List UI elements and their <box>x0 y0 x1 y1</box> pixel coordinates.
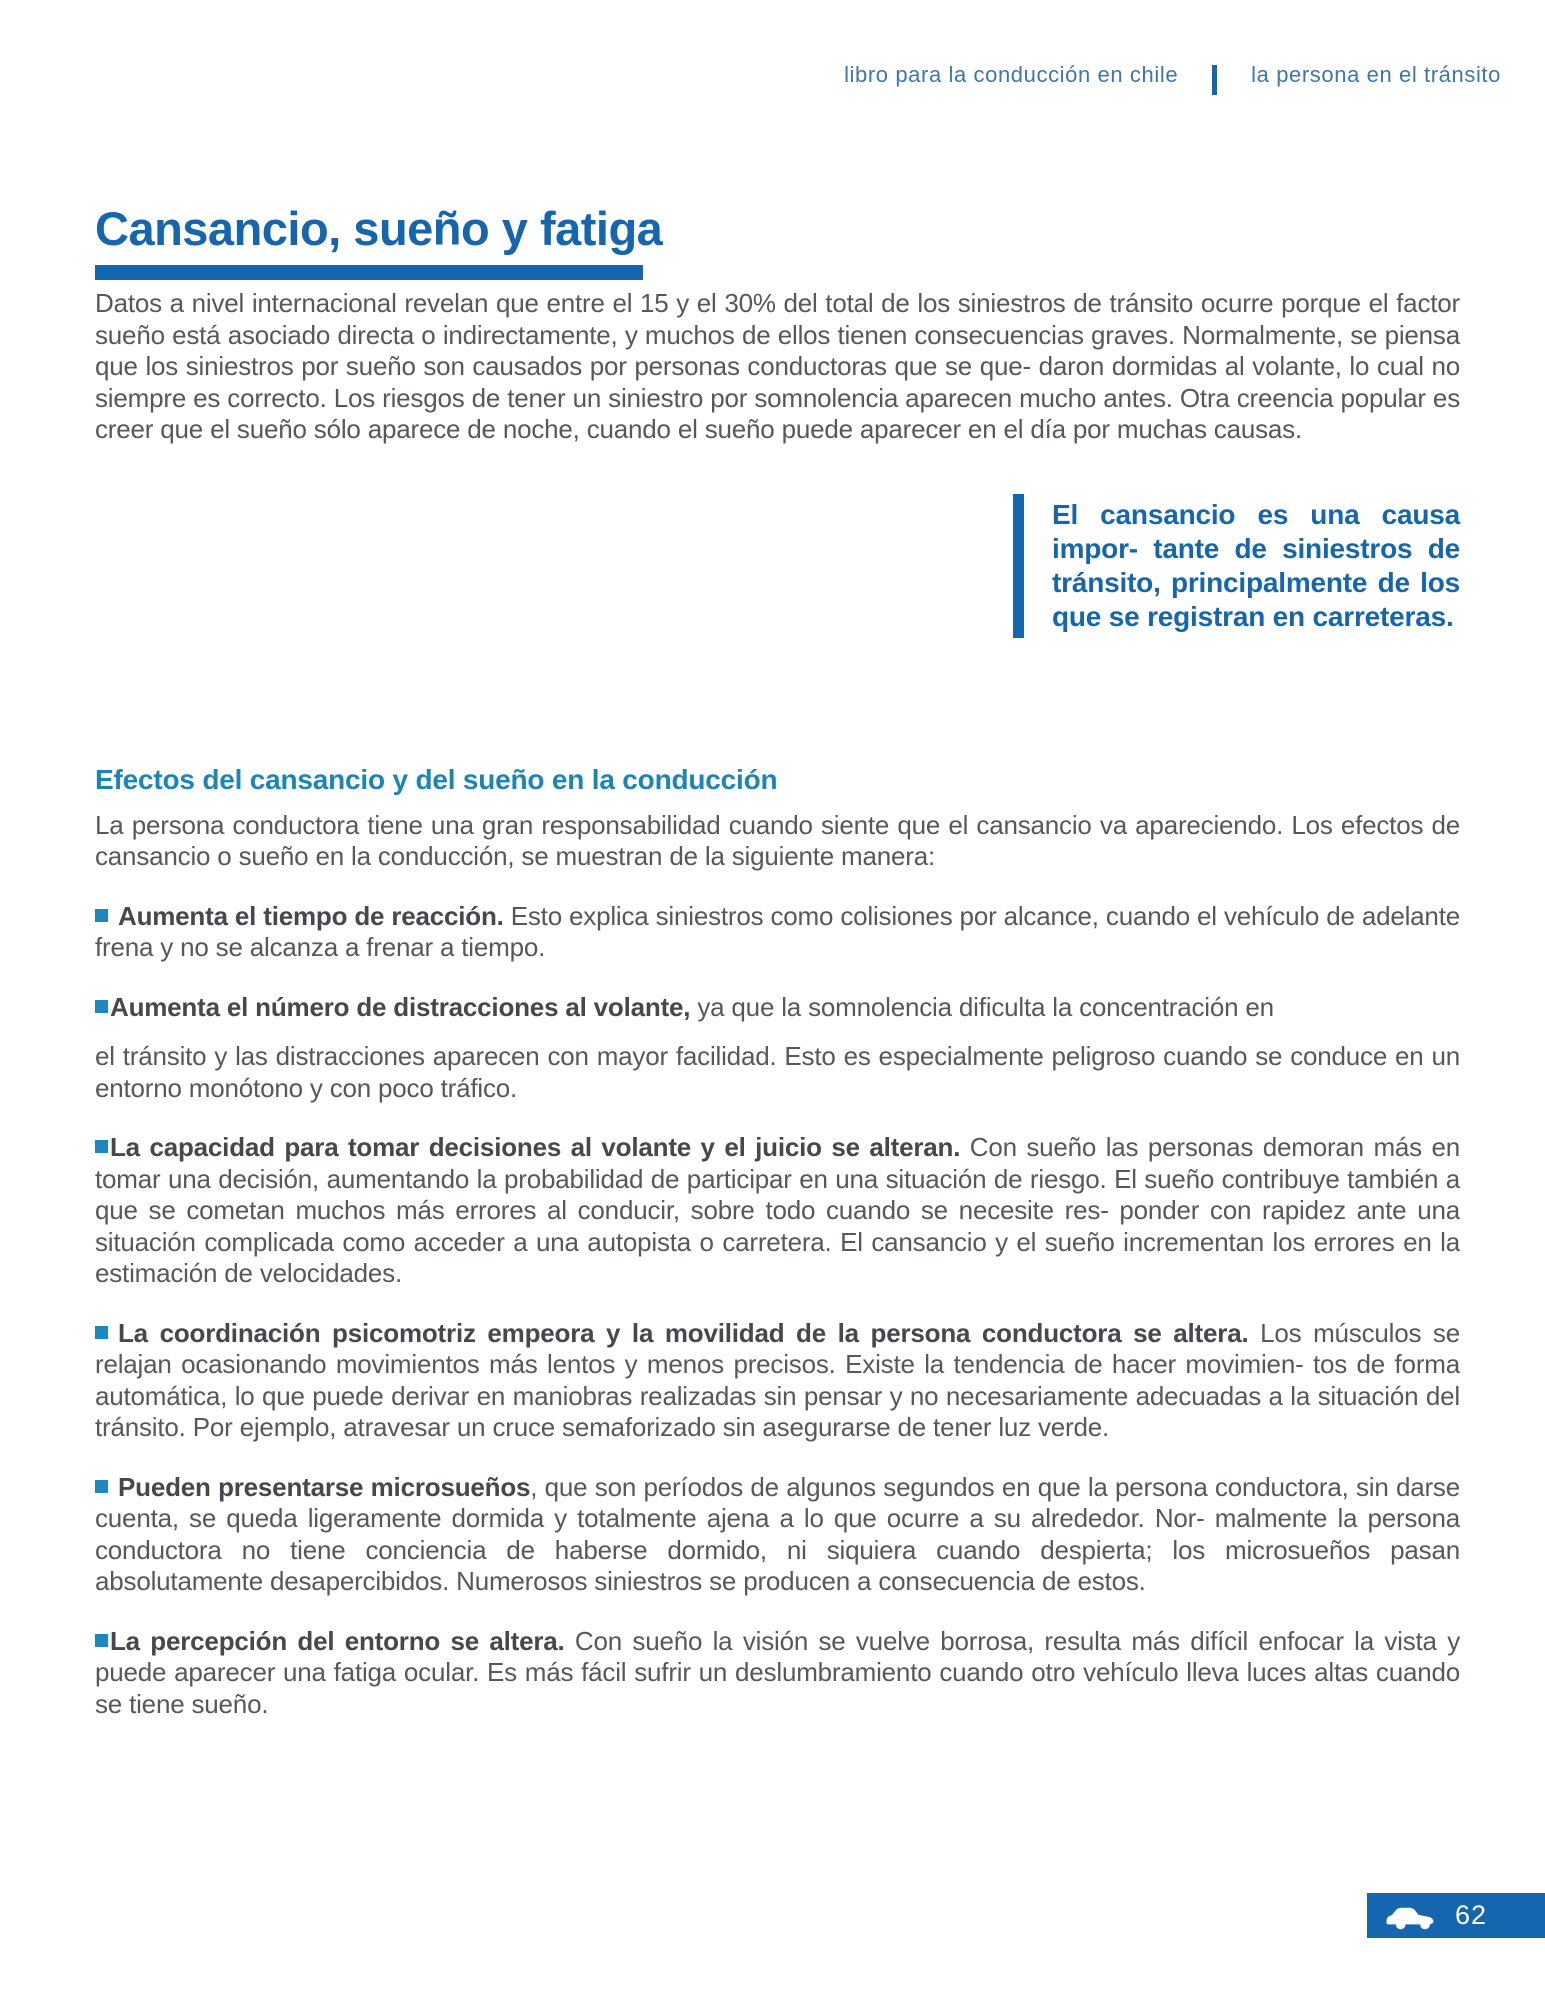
page-title: Cansancio, sueño y fatiga <box>95 202 663 255</box>
bullet-paragraph <box>95 1318 1460 1444</box>
page-number: 62 <box>1455 1900 1488 1930</box>
bullet-body-text: ya que la somnolencia dificulta la concentración en <box>690 991 1274 1022</box>
bullet-paragraph <box>95 1626 1460 1721</box>
car-icon <box>1383 1901 1439 1931</box>
bullet-square-icon <box>95 1000 108 1013</box>
bullet-paragraph <box>95 1472 1460 1598</box>
bullet-list <box>95 901 1460 1721</box>
intro-paragraph: Datos a nivel internacional revelan que entre el 15 y el 30% del total de los siniestros de tránsito ocurre porque el factor sueño está asociado directa o indirectamente, y muchos de ellos tienen consecuencias graves. Normalmente, se piensa que los siniestros por sueño son causados por personas conductoras que se que- daron dormidas al volante, lo cual no siempre es correcto. Los riesgos de tener un siniestro por somnolencia aparecen mucho antes. Otra creencia popular es creer que el sueño sólo aparece de noche, cuando el sueño puede aparecer en el día por muchas causas. <box>95 288 1460 444</box>
bullet-square-icon <box>95 1480 108 1493</box>
header-chapter-title: la persona en el tránsito <box>1251 62 1501 87</box>
page-number-badge <box>1367 1893 1545 1938</box>
title-underline <box>95 265 643 280</box>
bullet-body-text: Esto explica siniestros como colisiones por alcance, cuando el vehículo de adelante frena y no se alcanza a frenar a tiempo. <box>95 900 1460 962</box>
bullet-item <box>95 1472 1460 1598</box>
bullet-bold-text: La percepción del entorno se altera. <box>110 1625 565 1656</box>
bullet-bold-text: Aumenta el tiempo de reacción. <box>118 900 504 931</box>
bullet-item <box>95 1318 1460 1444</box>
bullet-square-icon <box>95 909 108 922</box>
bullet-body-text: , que son períodos de algunos segundos en que la persona conductora, sin darse cuenta, se queda ligeramente dormida y totalmente ajena a lo que ocurre a su alrededor. Nor- malmente la persona conductora no tiene conciencia de haberse dormido, ni siquiera cuando despierta; los microsueños pasan absolutamente desapercibidos. Numerosos siniestros se producen a consecuencia de estos. <box>95 1471 1460 1596</box>
bullet-square-icon <box>95 1326 108 1339</box>
bullet-item <box>95 1132 1460 1290</box>
section-lead-paragraph: La persona conductora tiene una gran responsabilidad cuando siente que el cansancio va apareciendo. Los efectos de cansancio o sueño en la conducción, se muestran de la siguiente manera: <box>95 809 1460 871</box>
bullet-continuation: el tránsito y las distracciones aparecen con mayor facilidad. Esto es especialmente peligroso cuando se conduce en un entorno monótono y con poco tráfico. <box>95 1041 1460 1103</box>
callout-box <box>1013 494 1460 638</box>
bullet-body-text: Los músculos se relajan ocasionando movimientos más lentos y menos precisos. Existe la tendencia de hacer movimien- tos de forma automática, lo que puede derivar en maniobras realizadas sin pensar y no necesariamente adecuadas a la situación del tránsito. Por ejemplo, atravesar un cruce semaforizado sin asegurarse de tener luz verde. <box>95 1317 1460 1442</box>
bullet-paragraph <box>95 901 1460 964</box>
callout-text: El cansancio es una causa impor- tante de siniestros de tránsito, principalmente de los que se registran en carreteras. <box>1052 498 1460 632</box>
bullet-body-text: Con sueño las personas demoran más en tomar una decisión, aumentando la probabilidad de participar en una situación de riesgo. El sueño contribuye también a que se cometan muchos más errores al conducir, sobre todo cuando se necesite res- ponder con rapidez ante una situación complicada como acceder a una autopista o carretera. El cansancio y el sueño incrementan los errores en la estimación de velocidades. <box>95 1132 1460 1288</box>
main-content <box>95 0 1460 1720</box>
bullet-bold-text: La coordinación psicomotriz empeora y la movilidad de la persona conductora se altera. <box>118 1317 1249 1348</box>
bullet-item <box>95 1626 1460 1721</box>
bullet-body-text: Con sueño la visión se vuelve borrosa, resulta más difícil enfocar la vista y puede aparecer una fatiga ocular. Es más fácil sufrir un deslumbramiento cuando otro vehículo lleva luces altas cuando se tiene sueño. <box>95 1625 1460 1719</box>
bullet-bold-text: Pueden presentarse microsueños <box>118 1471 531 1502</box>
bullet-item <box>95 901 1460 964</box>
header-book-title: libro para la conducción en chile <box>844 62 1179 87</box>
bullet-square-icon <box>95 1634 108 1647</box>
bullet-square-icon <box>95 1140 108 1153</box>
bullet-bold-text: La capacidad para tomar decisiones al volante y el juicio se alteran. <box>110 1132 961 1162</box>
bullet-item <box>95 992 1460 1105</box>
bullet-bold-text: Aumenta el número de distracciones al volante, <box>110 991 691 1022</box>
bullet-paragraph <box>95 1132 1460 1290</box>
bullet-paragraph <box>95 992 1460 1024</box>
section-heading: Efectos del cansancio y del sueño en la conducción <box>95 763 778 795</box>
